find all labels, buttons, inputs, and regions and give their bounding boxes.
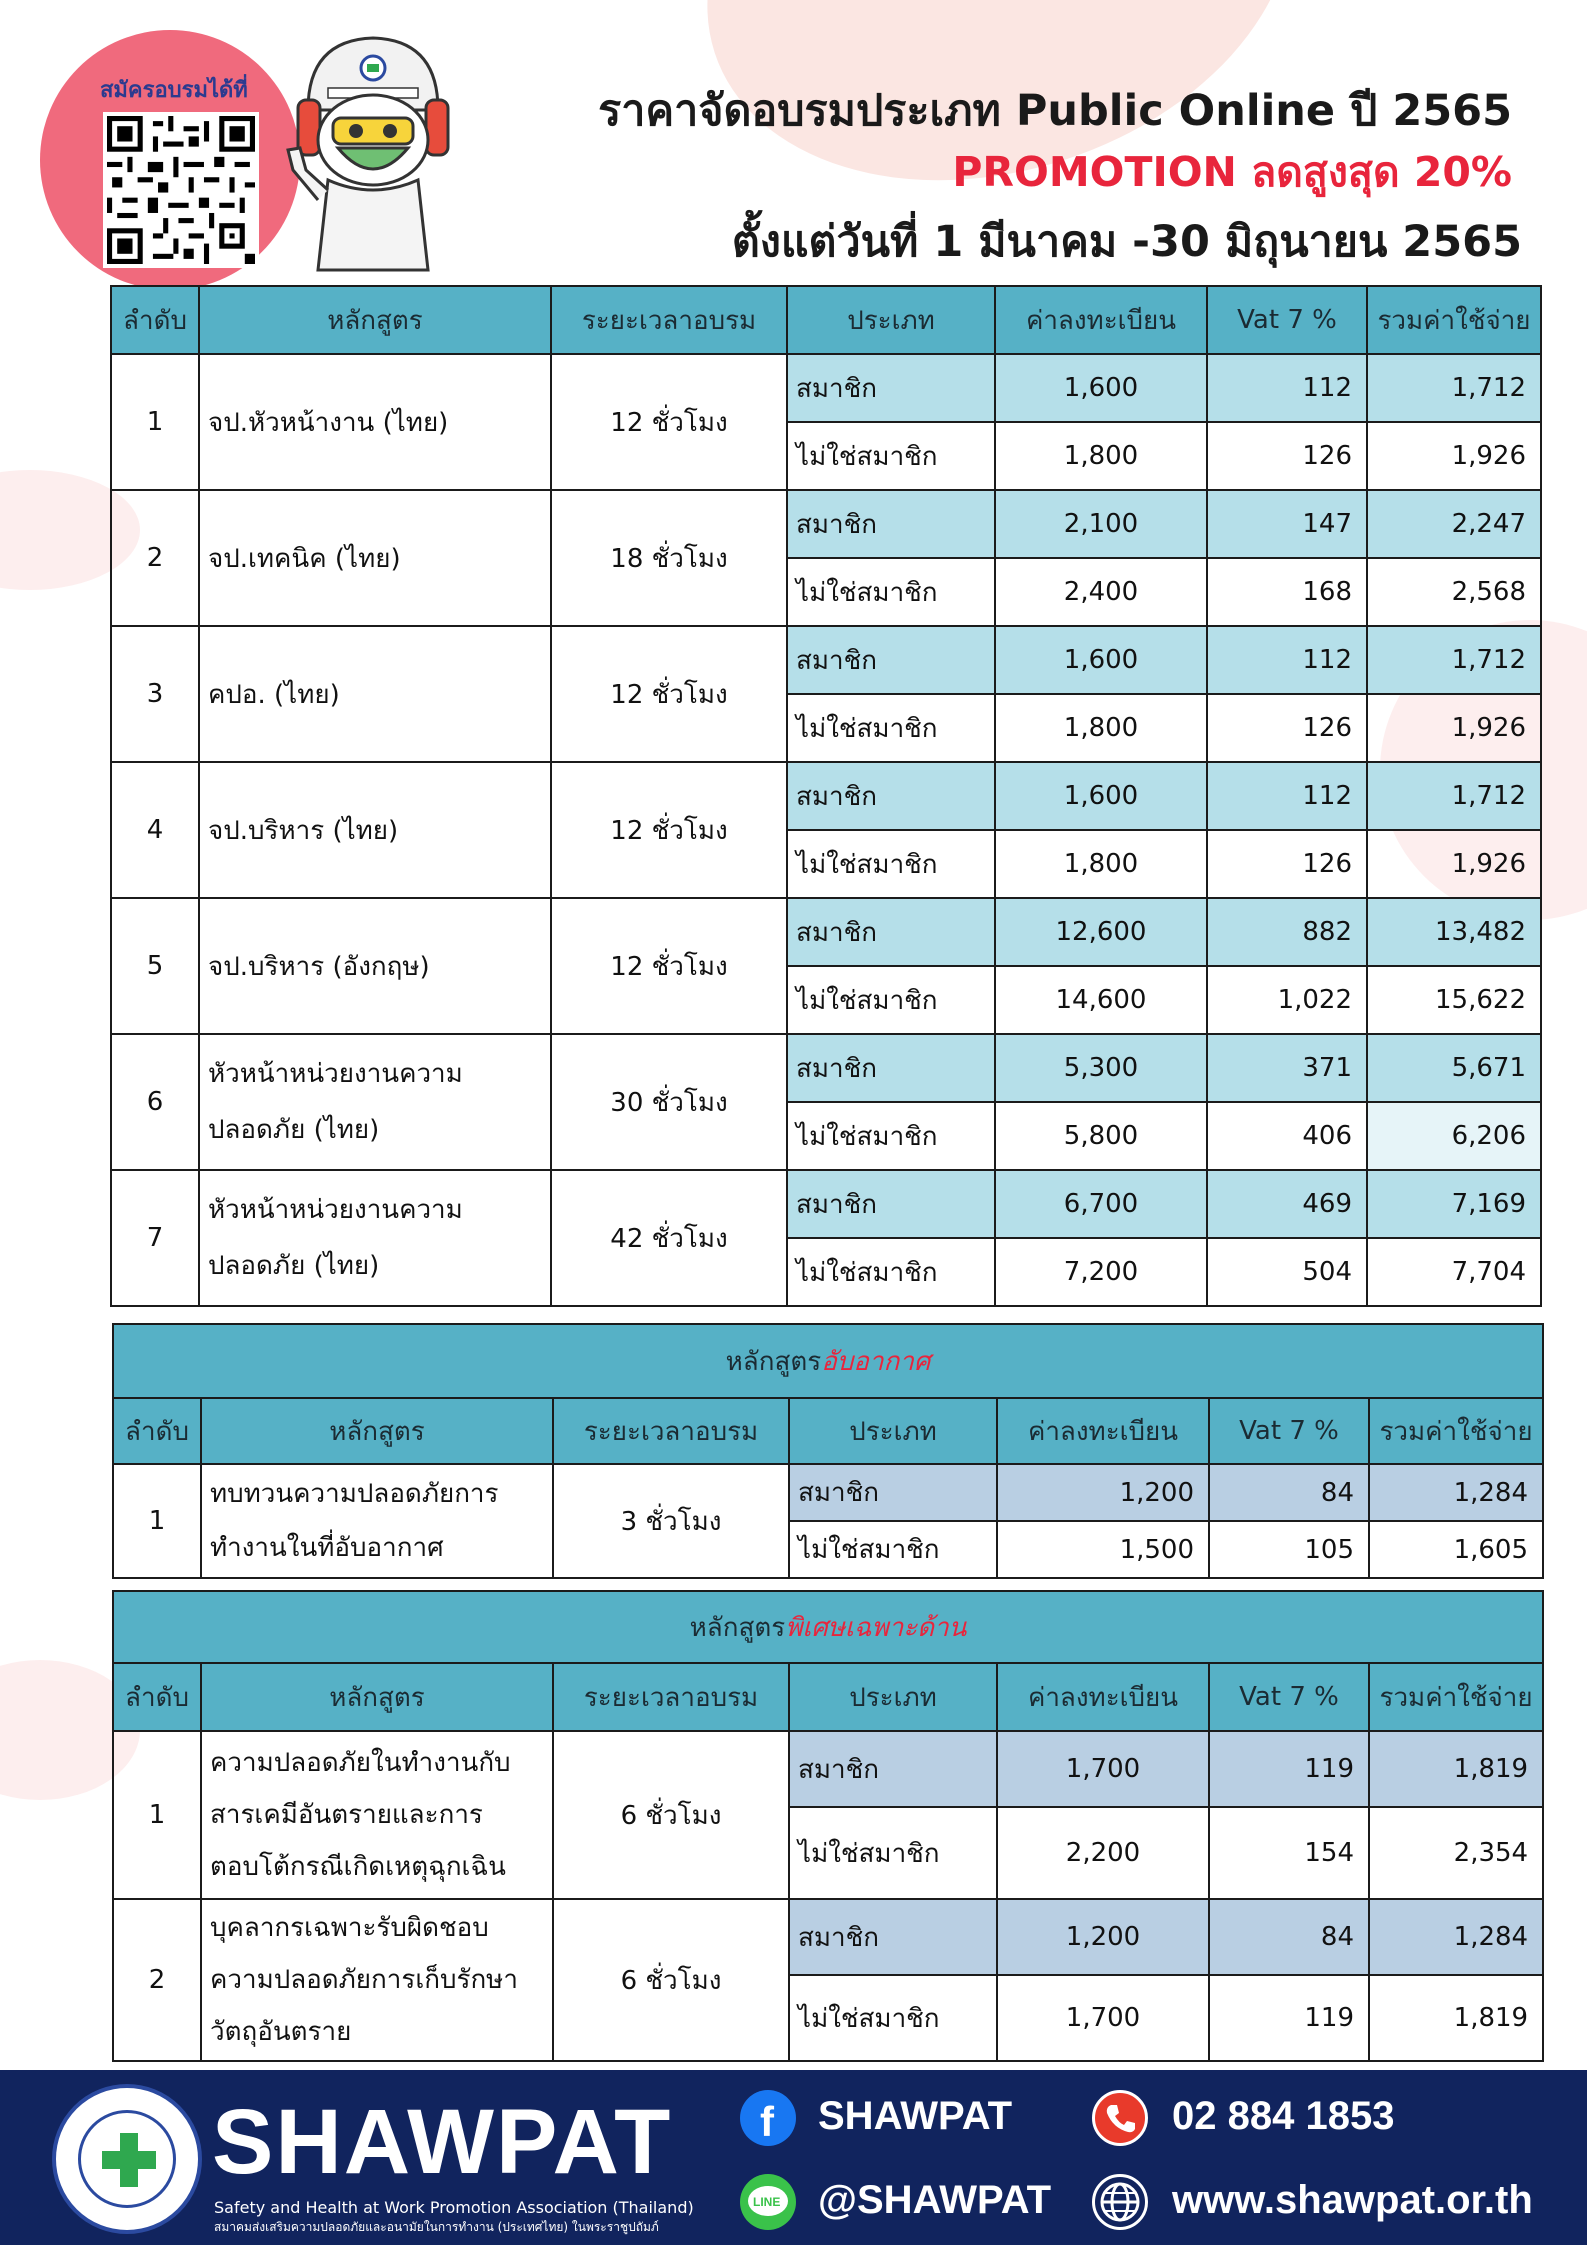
nonmember-fee: 1,500 bbox=[997, 1521, 1209, 1578]
nonmember-vat: 126 bbox=[1207, 422, 1367, 490]
section-title-row bbox=[113, 1324, 1543, 1398]
line-icon[interactable] bbox=[740, 2174, 796, 2230]
nonmember-total: 2,354 bbox=[1369, 1807, 1543, 1899]
nonmember-fee: 1,800 bbox=[995, 694, 1207, 762]
main-price-table bbox=[110, 285, 1542, 1307]
brand-name: SHAWPAT bbox=[212, 2091, 673, 2193]
member-total: 2,247 bbox=[1367, 490, 1541, 558]
column-header: หลักสูตร bbox=[201, 1663, 553, 1731]
website-link[interactable]: www.shawpat.or.th bbox=[1172, 2178, 1533, 2222]
column-header: รวมค่าใช้จ่าย bbox=[1369, 1398, 1543, 1464]
svg-text:LINE: LINE bbox=[753, 2195, 781, 2209]
column-header: ลำดับ bbox=[113, 1663, 201, 1731]
member-total: 1,712 bbox=[1367, 354, 1541, 422]
member-vat: 469 bbox=[1207, 1170, 1367, 1238]
member-total: 1,284 bbox=[1369, 1464, 1543, 1521]
phone-icon[interactable] bbox=[1092, 2090, 1148, 2146]
member-fee: 1,600 bbox=[995, 354, 1207, 422]
member-fee: 1,600 bbox=[995, 626, 1207, 694]
member-vat: 84 bbox=[1209, 1464, 1369, 1521]
nonmember-type: ไม่ใช่สมาชิก bbox=[787, 966, 995, 1034]
course-duration: 42 ชั่วโมง bbox=[551, 1170, 787, 1306]
member-type: สมาชิก bbox=[787, 898, 995, 966]
nonmember-fee: 14,600 bbox=[995, 966, 1207, 1034]
section-title-row bbox=[113, 1591, 1543, 1663]
table-header-row bbox=[113, 1663, 1543, 1731]
globe-icon[interactable] bbox=[1092, 2174, 1148, 2230]
member-type: สมาชิก bbox=[787, 762, 995, 830]
course-name: จป.เทคนิค (ไทย) bbox=[199, 490, 551, 626]
column-header: Vat 7 % bbox=[1209, 1398, 1369, 1464]
course-duration: 12 ชั่วโมง bbox=[551, 762, 787, 898]
course-name: บุคลากรเฉพาะรับผิดชอบความปลอดภัยการเก็บรักษาวัตถุอันตราย bbox=[201, 1899, 553, 2061]
nonmember-total: 1,605 bbox=[1369, 1521, 1543, 1578]
member-type: สมาชิก bbox=[789, 1464, 997, 1521]
nonmember-total: 1,819 bbox=[1369, 1975, 1543, 2061]
course-name: หัวหน้าหน่วยงานความปลอดภัย (ไทย) bbox=[199, 1034, 551, 1170]
table-row bbox=[113, 1899, 1543, 1975]
course-name: จป.หัวหน้างาน (ไทย) bbox=[199, 354, 551, 490]
nonmember-vat: 1,022 bbox=[1207, 966, 1367, 1034]
course-name: ความปลอดภัยในทำงานกับสารเคมีอันตรายและการตอบโต้กรณีเกิดเหตุฉุกเฉิน bbox=[201, 1731, 553, 1899]
member-total: 1,712 bbox=[1367, 626, 1541, 694]
column-header: ค่าลงทะเบียน bbox=[997, 1398, 1209, 1464]
member-fee: 2,100 bbox=[995, 490, 1207, 558]
course-duration: 12 ชั่วโมง bbox=[551, 354, 787, 490]
nonmember-vat: 504 bbox=[1207, 1238, 1367, 1306]
nonmember-type: ไม่ใช่สมาชิก bbox=[789, 1975, 997, 2061]
association-logo-icon bbox=[52, 2084, 202, 2234]
column-header: ประเภท bbox=[787, 286, 995, 354]
nonmember-fee: 2,200 bbox=[997, 1807, 1209, 1899]
member-total: 1,712 bbox=[1367, 762, 1541, 830]
confined-space-table bbox=[112, 1323, 1544, 1579]
member-vat: 147 bbox=[1207, 490, 1367, 558]
member-total: 13,482 bbox=[1367, 898, 1541, 966]
course-duration: 12 ชั่วโมง bbox=[551, 898, 787, 1034]
nonmember-vat: 406 bbox=[1207, 1102, 1367, 1170]
member-type: สมาชิก bbox=[787, 1170, 995, 1238]
member-total: 1,819 bbox=[1369, 1731, 1543, 1807]
column-header: ระยะเวลาอบรม bbox=[551, 286, 787, 354]
column-header: ลำดับ bbox=[113, 1398, 201, 1464]
member-vat: 112 bbox=[1207, 354, 1367, 422]
column-header: รวมค่าใช้จ่าย bbox=[1367, 286, 1541, 354]
nonmember-vat: 126 bbox=[1207, 694, 1367, 762]
course-duration: 6 ชั่วโมง bbox=[553, 1899, 789, 2061]
member-total: 7,169 bbox=[1367, 1170, 1541, 1238]
nonmember-vat: 119 bbox=[1209, 1975, 1369, 2061]
column-header: ระยะเวลาอบรม bbox=[553, 1663, 789, 1731]
table-row bbox=[111, 1170, 1541, 1238]
nonmember-total: 2,568 bbox=[1367, 558, 1541, 626]
column-header: ประเภท bbox=[789, 1663, 997, 1731]
nonmember-type: ไม่ใช่สมาชิก bbox=[787, 1102, 995, 1170]
section-title-prefix: หลักสูตร bbox=[725, 1346, 822, 1377]
section-title-highlight: พิเศษเฉพาะด้าน bbox=[785, 1612, 967, 1643]
nonmember-type: ไม่ใช่สมาชิก bbox=[787, 558, 995, 626]
course-number: 3 bbox=[111, 626, 199, 762]
nonmember-total: 6,206 bbox=[1367, 1102, 1541, 1170]
nonmember-total: 7,704 bbox=[1367, 1238, 1541, 1306]
member-type: สมาชิก bbox=[787, 626, 995, 694]
mascot-icon bbox=[278, 30, 468, 280]
section-title-highlight: อับอากาศ bbox=[821, 1346, 931, 1377]
course-name: หัวหน้าหน่วยงานความปลอดภัย (ไทย) bbox=[199, 1170, 551, 1306]
nonmember-type: ไม่ใช่สมาชิก bbox=[787, 422, 995, 490]
member-vat: 112 bbox=[1207, 762, 1367, 830]
phone-number[interactable]: 02 884 1853 bbox=[1172, 2094, 1395, 2138]
register-label: สมัครอบรมได้ที่ bbox=[100, 78, 248, 103]
promotion-text: PROMOTION ลดสูงสุด 20% bbox=[952, 148, 1512, 196]
member-fee: 12,600 bbox=[995, 898, 1207, 966]
nonmember-vat: 105 bbox=[1209, 1521, 1369, 1578]
course-number: 2 bbox=[111, 490, 199, 626]
course-number: 1 bbox=[113, 1731, 201, 1899]
svg-text:f: f bbox=[760, 2098, 774, 2145]
page-header bbox=[0, 0, 1587, 285]
nonmember-fee: 2,400 bbox=[995, 558, 1207, 626]
table-header-row bbox=[111, 286, 1541, 354]
member-fee: 1,200 bbox=[997, 1464, 1209, 1521]
column-header: หลักสูตร bbox=[201, 1398, 553, 1464]
column-header: หลักสูตร bbox=[199, 286, 551, 354]
member-type: สมาชิก bbox=[789, 1731, 997, 1807]
nonmember-fee: 5,800 bbox=[995, 1102, 1207, 1170]
member-fee: 1,200 bbox=[997, 1899, 1209, 1975]
table-row bbox=[113, 1731, 1543, 1807]
member-type: สมาชิก bbox=[787, 354, 995, 422]
member-fee: 1,700 bbox=[997, 1731, 1209, 1807]
member-fee: 1,600 bbox=[995, 762, 1207, 830]
member-vat: 882 bbox=[1207, 898, 1367, 966]
table-row bbox=[111, 1034, 1541, 1102]
column-header: ค่าลงทะเบียน bbox=[995, 286, 1207, 354]
member-fee: 5,300 bbox=[995, 1034, 1207, 1102]
table-row bbox=[113, 1464, 1543, 1521]
member-vat: 84 bbox=[1209, 1899, 1369, 1975]
member-fee: 6,700 bbox=[995, 1170, 1207, 1238]
table-row bbox=[111, 762, 1541, 830]
facebook-link[interactable]: SHAWPAT bbox=[818, 2094, 1013, 2138]
table-row bbox=[111, 354, 1541, 422]
table-row bbox=[111, 898, 1541, 966]
column-header: Vat 7 % bbox=[1209, 1663, 1369, 1731]
logo-inner-ring bbox=[78, 2110, 176, 2208]
facebook-icon[interactable] bbox=[740, 2090, 796, 2146]
nonmember-total: 1,926 bbox=[1367, 422, 1541, 490]
course-number: 1 bbox=[113, 1464, 201, 1578]
course-name: จป.บริหาร (อังกฤษ) bbox=[199, 898, 551, 1034]
course-number: 7 bbox=[111, 1170, 199, 1306]
qr-code-icon[interactable] bbox=[103, 112, 259, 268]
table-header-row bbox=[113, 1398, 1543, 1464]
member-type: สมาชิก bbox=[787, 1034, 995, 1102]
nonmember-vat: 126 bbox=[1207, 830, 1367, 898]
column-header: ประเภท bbox=[789, 1398, 997, 1464]
course-duration: 6 ชั่วโมง bbox=[553, 1731, 789, 1899]
column-header: รวมค่าใช้จ่าย bbox=[1369, 1663, 1543, 1731]
course-number: 5 bbox=[111, 898, 199, 1034]
section-title-prefix: หลักสูตร bbox=[689, 1612, 786, 1643]
section-title bbox=[113, 1324, 1543, 1398]
member-vat: 119 bbox=[1209, 1731, 1369, 1807]
member-total: 1,284 bbox=[1369, 1899, 1543, 1975]
course-number: 6 bbox=[111, 1034, 199, 1170]
course-duration: 3 ชั่วโมง bbox=[553, 1464, 789, 1578]
brand-thai-name: สมาคมส่งเสริมความปลอดภัยและอนามัยในการทำงาน (ประเทศไทย) ในพระราชูปถัมภ์ bbox=[214, 2220, 659, 2234]
course-number: 2 bbox=[113, 1899, 201, 2061]
nonmember-type: ไม่ใช่สมาชิก bbox=[789, 1807, 997, 1899]
course-duration: 18 ชั่วโมง bbox=[551, 490, 787, 626]
course-name: คปอ. (ไทย) bbox=[199, 626, 551, 762]
column-header: ค่าลงทะเบียน bbox=[997, 1663, 1209, 1731]
line-link[interactable]: @SHAWPAT bbox=[818, 2178, 1052, 2222]
nonmember-type: ไม่ใช่สมาชิก bbox=[787, 694, 995, 762]
nonmember-total: 1,926 bbox=[1367, 694, 1541, 762]
promotion-period: ตั้งแต่วันที่ 1 มีนาคม -30 มิถุนายน 2565 bbox=[731, 217, 1522, 267]
nonmember-total: 1,926 bbox=[1367, 830, 1541, 898]
course-name: จป.บริหาร (ไทย) bbox=[199, 762, 551, 898]
member-total: 5,671 bbox=[1367, 1034, 1541, 1102]
course-number: 1 bbox=[111, 354, 199, 490]
nonmember-fee: 1,700 bbox=[997, 1975, 1209, 2061]
footer bbox=[0, 2070, 1587, 2245]
nonmember-fee: 7,200 bbox=[995, 1238, 1207, 1306]
nonmember-vat: 154 bbox=[1209, 1807, 1369, 1899]
table-row bbox=[111, 490, 1541, 558]
brand-english-name: Safety and Health at Work Promotion Association (Thailand) bbox=[214, 2198, 694, 2217]
course-number: 4 bbox=[111, 762, 199, 898]
nonmember-fee: 1,800 bbox=[995, 422, 1207, 490]
member-type: สมาชิก bbox=[787, 490, 995, 558]
member-vat: 371 bbox=[1207, 1034, 1367, 1102]
nonmember-total: 15,622 bbox=[1367, 966, 1541, 1034]
column-header: Vat 7 % bbox=[1207, 286, 1367, 354]
course-duration: 12 ชั่วโมง bbox=[551, 626, 787, 762]
member-vat: 112 bbox=[1207, 626, 1367, 694]
column-header: ระยะเวลาอบรม bbox=[553, 1398, 789, 1464]
nonmember-type: ไม่ใช่สมาชิก bbox=[787, 830, 995, 898]
nonmember-vat: 168 bbox=[1207, 558, 1367, 626]
nonmember-fee: 1,800 bbox=[995, 830, 1207, 898]
logo-cross bbox=[102, 2151, 156, 2169]
member-type: สมาชิก bbox=[789, 1899, 997, 1975]
section-title bbox=[113, 1591, 1543, 1663]
column-header: ลำดับ bbox=[111, 286, 199, 354]
special-courses-table bbox=[112, 1590, 1544, 2062]
course-duration: 30 ชั่วโมง bbox=[551, 1034, 787, 1170]
table-row bbox=[111, 626, 1541, 694]
nonmember-type: ไม่ใช่สมาชิก bbox=[787, 1238, 995, 1306]
nonmember-type: ไม่ใช่สมาชิก bbox=[789, 1521, 997, 1578]
course-name: ทบทวนความปลอดภัยการทำงานในที่อับอากาศ bbox=[201, 1464, 553, 1578]
page-title: ราคาจัดอบรมประเภท Public Online ปี 2565 bbox=[598, 86, 1512, 136]
